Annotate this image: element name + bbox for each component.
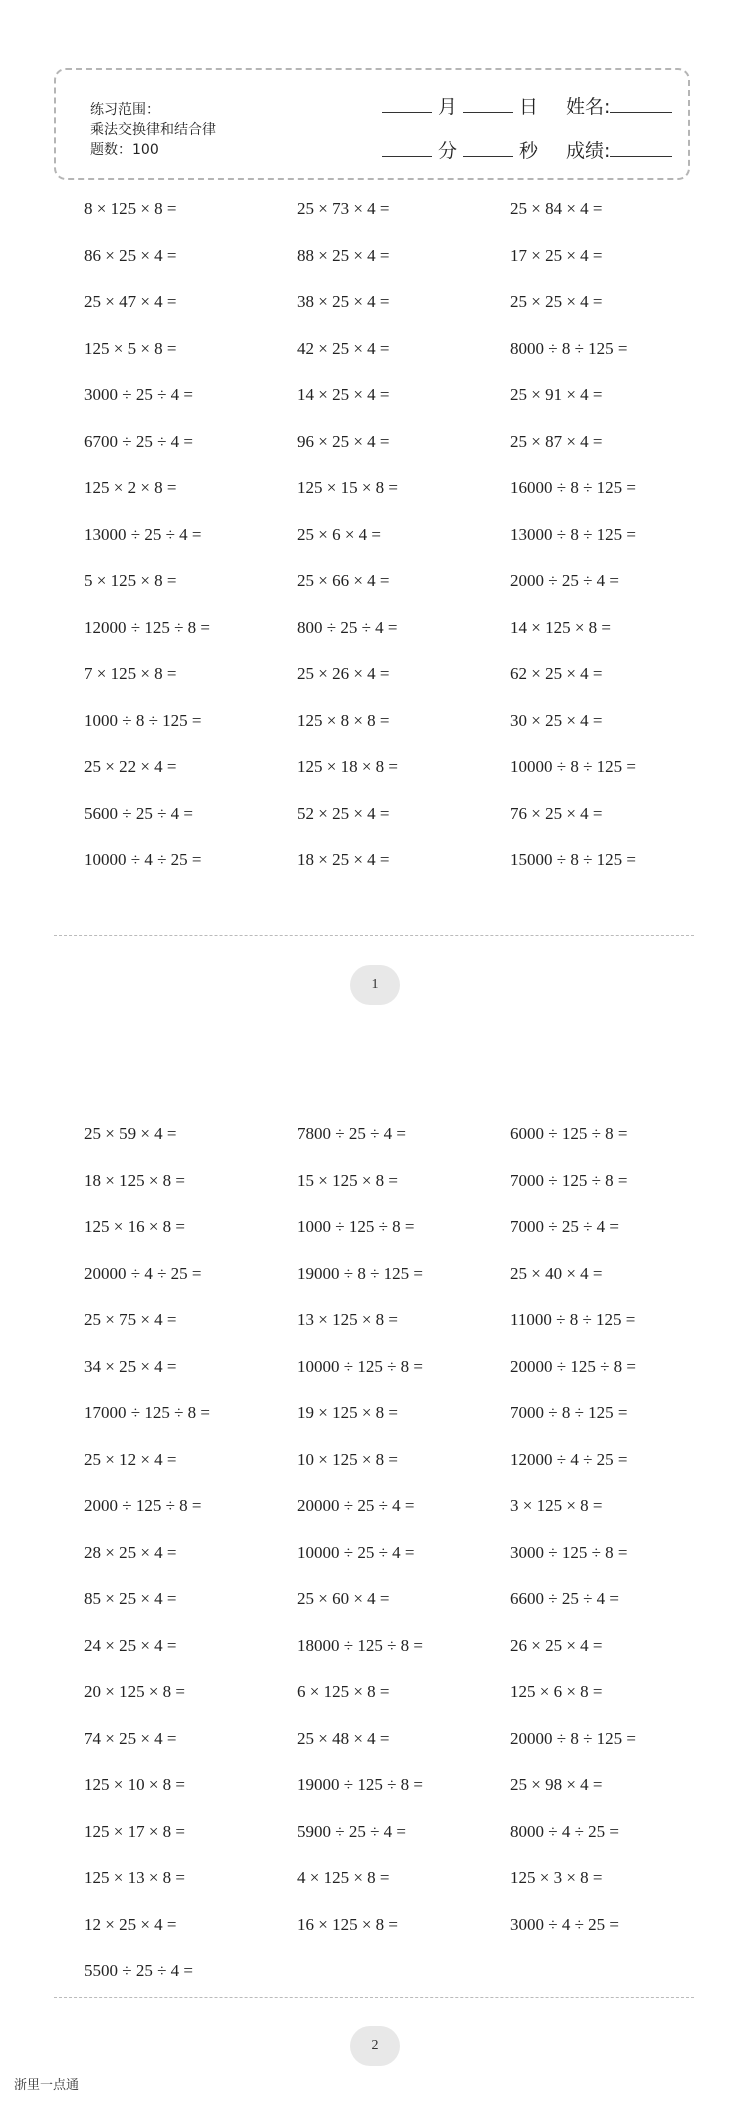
math-problem: 13 × 125 × 8 = xyxy=(297,1310,399,1329)
math-problem: 25 × 48 × 4 = xyxy=(297,1728,390,1748)
math-problem: 3000 ÷ 125 ÷ 8 = xyxy=(510,1542,628,1562)
math-problem: 125 × 13 × 8 = xyxy=(84,1868,186,1887)
math-problem: 7000 ÷ 25 ÷ 4 = xyxy=(510,1217,619,1236)
math-problem: 800 ÷ 25 ÷ 4 = xyxy=(297,617,398,637)
math-problem: 25 × 26 × 4 = xyxy=(297,664,390,683)
exercise-info xyxy=(90,100,216,160)
math-problem: 52 × 25 × 4 = xyxy=(297,803,390,823)
math-problem: 38 × 25 × 4 = xyxy=(297,292,390,311)
minute-blank[interactable] xyxy=(382,140,432,157)
math-problem: 125 × 17 × 8 = xyxy=(84,1821,186,1841)
math-problem: 25 × 98 × 4 = xyxy=(510,1775,603,1794)
math-problem: 125 × 5 × 8 = xyxy=(84,338,177,358)
math-problem: 15 × 125 × 8 = xyxy=(297,1170,399,1190)
math-problem: 5500 ÷ 25 ÷ 4 = xyxy=(84,1961,193,1980)
math-problem: 1000 ÷ 8 ÷ 125 = xyxy=(84,710,202,730)
page-divider-1 xyxy=(54,935,694,936)
math-problem: 4 × 125 × 8 = xyxy=(297,1868,390,1887)
math-problem: 7800 ÷ 25 ÷ 4 = xyxy=(297,1124,406,1143)
page-number-2: 2 xyxy=(350,2026,400,2066)
name-label: 姓名: xyxy=(566,96,611,118)
math-problem: 34 × 25 × 4 = xyxy=(84,1356,177,1376)
math-problem: 6000 ÷ 125 ÷ 8 = xyxy=(510,1124,628,1143)
math-problem: 125 × 6 × 8 = xyxy=(510,1682,603,1701)
math-problem: 125 × 18 × 8 = xyxy=(297,757,399,776)
range-label: 练习范围： xyxy=(90,102,160,118)
math-problem: 25 × 22 × 4 = xyxy=(84,757,177,776)
math-problem: 20000 ÷ 125 ÷ 8 = xyxy=(510,1356,636,1376)
math-problem: 17000 ÷ 125 ÷ 8 = xyxy=(84,1403,210,1422)
date-name-row xyxy=(382,92,672,119)
math-problem: 26 × 25 × 4 = xyxy=(510,1635,603,1655)
math-problem: 42 × 25 × 4 = xyxy=(297,338,390,358)
math-problem: 6 × 125 × 8 = xyxy=(297,1682,390,1701)
math-problem: 85 × 25 × 4 = xyxy=(84,1589,177,1608)
count-label: 题数：100 xyxy=(90,142,159,158)
math-problem: 13000 ÷ 8 ÷ 125 = xyxy=(510,524,636,544)
second-blank[interactable] xyxy=(463,140,513,157)
math-problem: 3000 ÷ 25 ÷ 4 = xyxy=(84,385,193,404)
math-problem: 10000 ÷ 25 ÷ 4 = xyxy=(297,1542,415,1562)
day-blank[interactable] xyxy=(463,96,513,113)
math-problem: 19000 ÷ 125 ÷ 8 = xyxy=(297,1775,423,1794)
second-label: 秒 xyxy=(519,140,539,162)
math-problem: 8000 ÷ 4 ÷ 25 = xyxy=(510,1821,619,1841)
math-problem: 19 × 125 × 8 = xyxy=(297,1403,399,1422)
math-problem: 2000 ÷ 25 ÷ 4 = xyxy=(510,571,619,590)
math-problem: 125 × 2 × 8 = xyxy=(84,478,177,497)
header-box xyxy=(54,68,690,180)
math-problem: 24 × 25 × 4 = xyxy=(84,1635,177,1655)
math-problem: 25 × 66 × 4 = xyxy=(297,571,390,590)
math-problem: 25 × 91 × 4 = xyxy=(510,385,603,404)
math-problem: 10000 ÷ 8 ÷ 125 = xyxy=(510,757,636,776)
math-problem: 13000 ÷ 25 ÷ 4 = xyxy=(84,524,202,544)
math-problem: 28 × 25 × 4 = xyxy=(84,1542,177,1562)
math-problem: 62 × 25 × 4 = xyxy=(510,664,603,683)
math-problem: 7000 ÷ 125 ÷ 8 = xyxy=(510,1170,628,1190)
range-value: 乘法交换律和结合律 xyxy=(90,122,216,138)
day-label: 日 xyxy=(519,96,539,118)
time-score-row xyxy=(382,136,672,163)
math-problem: 5 × 125 × 8 = xyxy=(84,571,177,590)
math-problem: 20000 ÷ 25 ÷ 4 = xyxy=(297,1496,415,1515)
math-problem: 2000 ÷ 125 ÷ 8 = xyxy=(84,1496,202,1515)
math-problem: 125 × 15 × 8 = xyxy=(297,478,399,497)
math-problem: 12000 ÷ 4 ÷ 25 = xyxy=(510,1449,628,1469)
math-problem: 16000 ÷ 8 ÷ 125 = xyxy=(510,478,636,497)
math-problem: 125 × 10 × 8 = xyxy=(84,1775,186,1794)
math-problem: 25 × 47 × 4 = xyxy=(84,292,177,311)
math-problem: 18 × 125 × 8 = xyxy=(84,1170,186,1190)
math-problem: 76 × 25 × 4 = xyxy=(510,803,603,823)
math-problem: 10000 ÷ 4 ÷ 25 = xyxy=(84,850,202,869)
math-problem: 3000 ÷ 4 ÷ 25 = xyxy=(510,1914,619,1934)
math-problem: 30 × 25 × 4 = xyxy=(510,710,603,730)
math-problem: 18 × 25 × 4 = xyxy=(297,850,390,869)
math-problem: 7 × 125 × 8 = xyxy=(84,664,177,683)
math-problem: 88 × 25 × 4 = xyxy=(297,245,390,265)
math-problem: 18000 ÷ 125 ÷ 8 = xyxy=(297,1635,423,1655)
math-problem: 25 × 60 × 4 = xyxy=(297,1589,390,1608)
math-problem: 3 × 125 × 8 = xyxy=(510,1496,603,1515)
math-problem: 15000 ÷ 8 ÷ 125 = xyxy=(510,850,636,869)
math-problem: 25 × 40 × 4 = xyxy=(510,1263,603,1283)
month-label: 月 xyxy=(438,96,458,118)
math-problem: 12000 ÷ 125 ÷ 8 = xyxy=(84,617,210,637)
math-problem: 8 × 125 × 8 = xyxy=(84,199,177,218)
math-problem: 12 × 25 × 4 = xyxy=(84,1914,177,1934)
math-problem: 74 × 25 × 4 = xyxy=(84,1728,177,1748)
math-problem: 125 × 16 × 8 = xyxy=(84,1217,186,1236)
math-problem: 19000 ÷ 8 ÷ 125 = xyxy=(297,1263,423,1283)
math-problem: 25 × 73 × 4 = xyxy=(297,199,390,218)
math-problem: 25 × 75 × 4 = xyxy=(84,1310,177,1329)
math-problem: 125 × 8 × 8 = xyxy=(297,710,390,730)
math-problem: 14 × 125 × 8 = xyxy=(510,617,612,637)
math-problem: 10 × 125 × 8 = xyxy=(297,1449,399,1469)
name-blank[interactable] xyxy=(610,96,672,113)
math-problem: 8000 ÷ 8 ÷ 125 = xyxy=(510,338,628,358)
math-problem: 20 × 125 × 8 = xyxy=(84,1682,186,1701)
page-divider-2 xyxy=(54,1997,694,1998)
math-problem: 11000 ÷ 8 ÷ 125 = xyxy=(510,1310,636,1329)
math-problem: 1000 ÷ 125 ÷ 8 = xyxy=(297,1217,415,1236)
month-blank[interactable] xyxy=(382,96,432,113)
math-problem: 20000 ÷ 8 ÷ 125 = xyxy=(510,1728,636,1748)
math-problem: 86 × 25 × 4 = xyxy=(84,245,177,265)
math-problem: 6600 ÷ 25 ÷ 4 = xyxy=(510,1589,619,1608)
score-blank[interactable] xyxy=(610,140,672,157)
math-problem: 17 × 25 × 4 = xyxy=(510,245,603,265)
math-problem: 6700 ÷ 25 ÷ 4 = xyxy=(84,431,193,451)
math-problem: 25 × 25 × 4 = xyxy=(510,292,603,311)
math-problem: 5900 ÷ 25 ÷ 4 = xyxy=(297,1821,406,1841)
score-label: 成绩: xyxy=(566,140,611,162)
math-problem: 25 × 87 × 4 = xyxy=(510,431,603,451)
math-problem: 7000 ÷ 8 ÷ 125 = xyxy=(510,1403,628,1422)
math-problem: 25 × 84 × 4 = xyxy=(510,199,603,218)
math-problem: 10000 ÷ 125 ÷ 8 = xyxy=(297,1356,423,1376)
math-problem: 5600 ÷ 25 ÷ 4 = xyxy=(84,803,193,823)
math-problem: 25 × 59 × 4 = xyxy=(84,1124,177,1143)
minute-label: 分 xyxy=(438,140,458,162)
math-problem: 16 × 125 × 8 = xyxy=(297,1914,399,1934)
math-problem: 125 × 3 × 8 = xyxy=(510,1868,603,1887)
footer-brand: 浙里一点通 xyxy=(14,2078,80,2093)
math-problem: 96 × 25 × 4 = xyxy=(297,431,390,451)
math-problem: 25 × 12 × 4 = xyxy=(84,1449,177,1469)
math-problem: 25 × 6 × 4 = xyxy=(297,524,382,544)
page-number-1: 1 xyxy=(350,965,400,1005)
math-problem: 14 × 25 × 4 = xyxy=(297,385,390,404)
math-problem: 20000 ÷ 4 ÷ 25 = xyxy=(84,1263,202,1283)
